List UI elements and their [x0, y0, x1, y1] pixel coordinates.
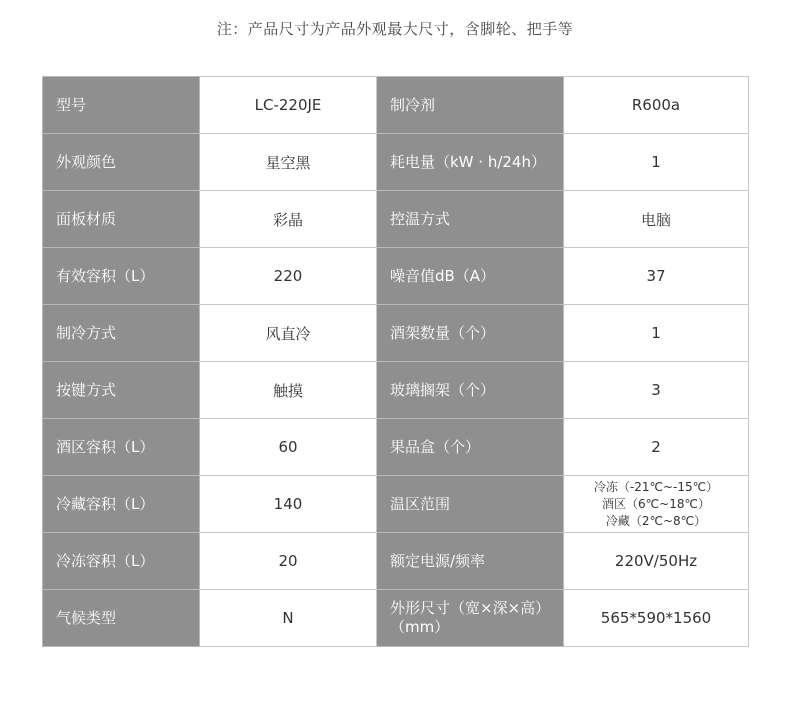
table-row — [43, 248, 749, 305]
spec-label: 温区范围 — [377, 476, 564, 533]
spec-value: 电脑 — [564, 191, 749, 248]
spec-label: 控温方式 — [377, 191, 564, 248]
spec-value: 1 — [564, 305, 749, 362]
table-row — [43, 134, 749, 191]
spec-label: 耗电量（kW · h/24h） — [377, 134, 564, 191]
spec-label: 冷冻容积（L） — [43, 533, 200, 590]
spec-value: 60 — [200, 419, 377, 476]
spec-value: 37 — [564, 248, 749, 305]
spec-value: 565*590*1560 — [564, 590, 749, 647]
spec-label: 外观颜色 — [43, 134, 200, 191]
spec-value: 1 — [564, 134, 749, 191]
table-row — [43, 476, 749, 533]
spec-value: 触摸 — [200, 362, 377, 419]
table-row — [43, 590, 749, 647]
spec-value: 风直冷 — [200, 305, 377, 362]
spec-value: 220V/50Hz — [564, 533, 749, 590]
spec-table — [42, 76, 749, 647]
spec-label: 酒区容积（L） — [43, 419, 200, 476]
spec-value: 2 — [564, 419, 749, 476]
spec-value: 星空黑 — [200, 134, 377, 191]
spec-label: 噪音值dB（A） — [377, 248, 564, 305]
spec-value: 3 — [564, 362, 749, 419]
spec-label: 外形尺寸（宽×深×高）（mm） — [377, 590, 564, 647]
spec-label: 酒架数量（个） — [377, 305, 564, 362]
spec-label: 冷藏容积（L） — [43, 476, 200, 533]
table-row — [43, 419, 749, 476]
spec-value: 140 — [200, 476, 377, 533]
table-row — [43, 191, 749, 248]
temperature-range-line: 酒区（6℃~18℃） — [602, 496, 710, 511]
temperature-range-line: 冷冻（-21℃~-15℃） — [593, 479, 719, 494]
temperature-range-value — [564, 476, 749, 533]
spec-label: 制冷剂 — [377, 77, 564, 134]
spec-label: 制冷方式 — [43, 305, 200, 362]
table-row — [43, 77, 749, 134]
spec-label: 按键方式 — [43, 362, 200, 419]
temperature-range-line: 冷藏（2℃~8℃） — [605, 513, 707, 528]
spec-label: 额定电源/频率 — [377, 533, 564, 590]
spec-label: 有效容积（L） — [43, 248, 200, 305]
spec-label: 气候类型 — [43, 590, 200, 647]
table-row — [43, 305, 749, 362]
spec-label: 型号 — [43, 77, 200, 134]
spec-label: 玻璃搁架（个） — [377, 362, 564, 419]
dimension-note: 注：产品尺寸为产品外观最大尺寸，含脚轮、把手等 — [216, 20, 574, 38]
spec-value: LC-220JE — [200, 77, 377, 134]
spec-value: 20 — [200, 533, 377, 590]
table-row — [43, 362, 749, 419]
spec-value: 220 — [200, 248, 377, 305]
spec-value: 彩晶 — [200, 191, 377, 248]
spec-label: 面板材质 — [43, 191, 200, 248]
spec-label: 果品盒（个） — [377, 419, 564, 476]
spec-value: N — [200, 590, 377, 647]
table-row — [43, 533, 749, 590]
spec-value: R600a — [564, 77, 749, 134]
